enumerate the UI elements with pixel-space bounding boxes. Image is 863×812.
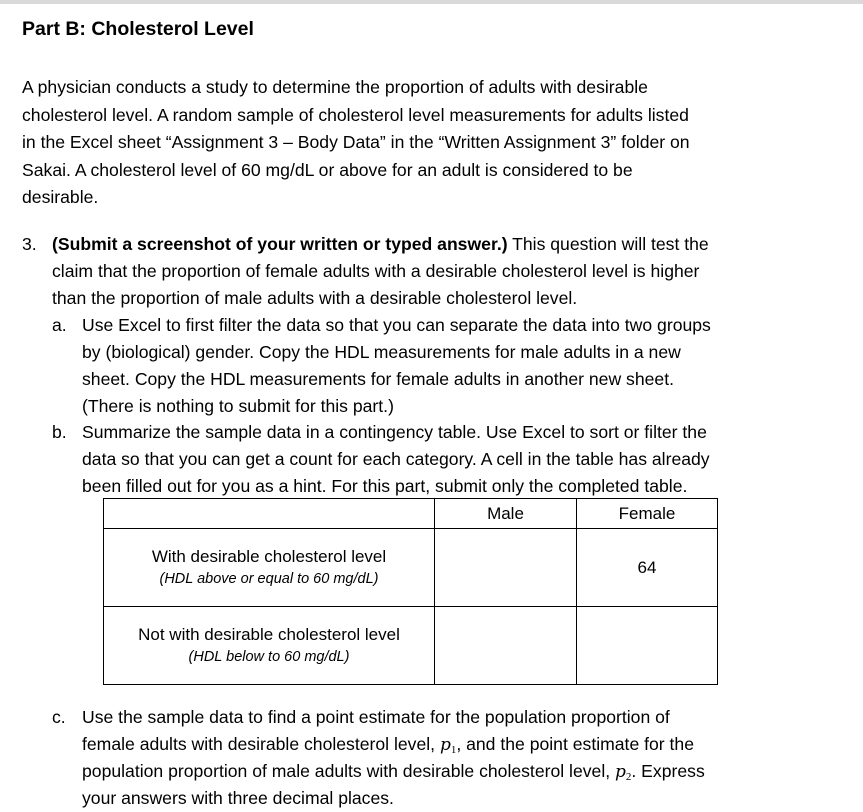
- cell-not-desirable-male: [435, 607, 577, 685]
- cell-desirable-male: [435, 529, 577, 607]
- part-a-line: (There is nothing to submit for this part.): [82, 396, 394, 416]
- header-female: Female: [577, 499, 718, 529]
- part-c-line-3-pre: population proportion of male adults with desirable cholesterol level,: [82, 761, 616, 781]
- table-row-desirable: [104, 529, 718, 607]
- part-a-marker: a.: [52, 315, 67, 335]
- row-label-cell: [104, 607, 435, 685]
- intro-line: in the Excel sheet “Assignment 3 – Body Data” in the “Written Assignment 3” folder on: [22, 132, 690, 152]
- row-sublabel: (HDL above or equal to 60 mg/dL): [159, 570, 379, 587]
- intro-line: Sakai. A cholesterol level of 60 mg/dL or above for an adult is considered to be: [22, 159, 633, 180]
- table-row-not-desirable: [104, 607, 718, 685]
- row-sublabel: (HDL below to 60 mg/dL): [188, 648, 350, 665]
- p1-variable: p: [439, 735, 451, 755]
- part-c-line-1: Use the sample data to find a point estimate for the population proportion of: [82, 707, 670, 727]
- row-label-cell: [104, 529, 435, 607]
- part-b-marker: b.: [52, 422, 67, 442]
- contingency-table: [103, 498, 718, 685]
- part-b-line: data so that you can get a count for each category. A cell in the table has already: [82, 449, 710, 469]
- question-line-3: than the proportion of male adults with a desirable cholesterol level.: [52, 288, 578, 308]
- question-line-1: [52, 231, 709, 258]
- section-heading: Part B: Cholesterol Level: [22, 18, 254, 40]
- cell-not-desirable-female: [577, 607, 718, 685]
- part-c-line-3-post: . Express: [631, 761, 705, 781]
- table-header-row: [104, 499, 718, 529]
- part-a-line: Use Excel to first filter the data so that you can separate the data into two groups: [82, 315, 711, 335]
- part-c-line-2-pre: female adults with desirable cholesterol level,: [82, 734, 440, 754]
- intro-line: A physician conducts a study to determine the proportion of adults with desirable: [22, 77, 648, 97]
- intro-paragraph: [22, 74, 812, 212]
- p2-variable: p: [615, 762, 626, 782]
- row-label: With desirable cholesterol level: [151, 546, 387, 566]
- cell-desirable-female: 64: [577, 529, 718, 607]
- part-b-line: Summarize the sample data in a contingency table. Use Excel to sort or filter the: [82, 422, 707, 442]
- part-b-line: been filled out for you as a hint. For this part, submit only the completed table.: [82, 476, 688, 496]
- top-border: [0, 0, 863, 4]
- header-male: Male: [435, 499, 577, 529]
- intro-line: cholesterol level. A random sample of cholesterol level measurements for adults listed: [22, 104, 689, 125]
- part-c-line-4: your answers with three decimal places.: [82, 788, 394, 808]
- part-c-line-2-post: , and the point estimate for the: [456, 734, 694, 754]
- part-a-line: by (biological) gender. Copy the HDL measurements for male adults in a new: [82, 342, 681, 362]
- header-blank-cell: [104, 499, 435, 529]
- p1-subscript: 1: [450, 744, 457, 756]
- part-c-marker: c.: [52, 707, 66, 727]
- row-label: Not with desirable cholesterol level: [138, 624, 400, 644]
- question-line-2: claim that the proportion of female adults with a desirable cholesterol level is higher: [52, 261, 700, 281]
- question-number: 3.: [22, 234, 37, 254]
- question-line-1-rest: This question will test the: [507, 234, 709, 254]
- p2-subscript: 2: [625, 771, 632, 783]
- intro-line: desirable.: [22, 187, 99, 207]
- question-bold-text: (Submit a screenshot of your written or typed answer.): [52, 234, 508, 254]
- part-a-line: sheet. Copy the HDL measurements for female adults in another new sheet.: [82, 369, 674, 389]
